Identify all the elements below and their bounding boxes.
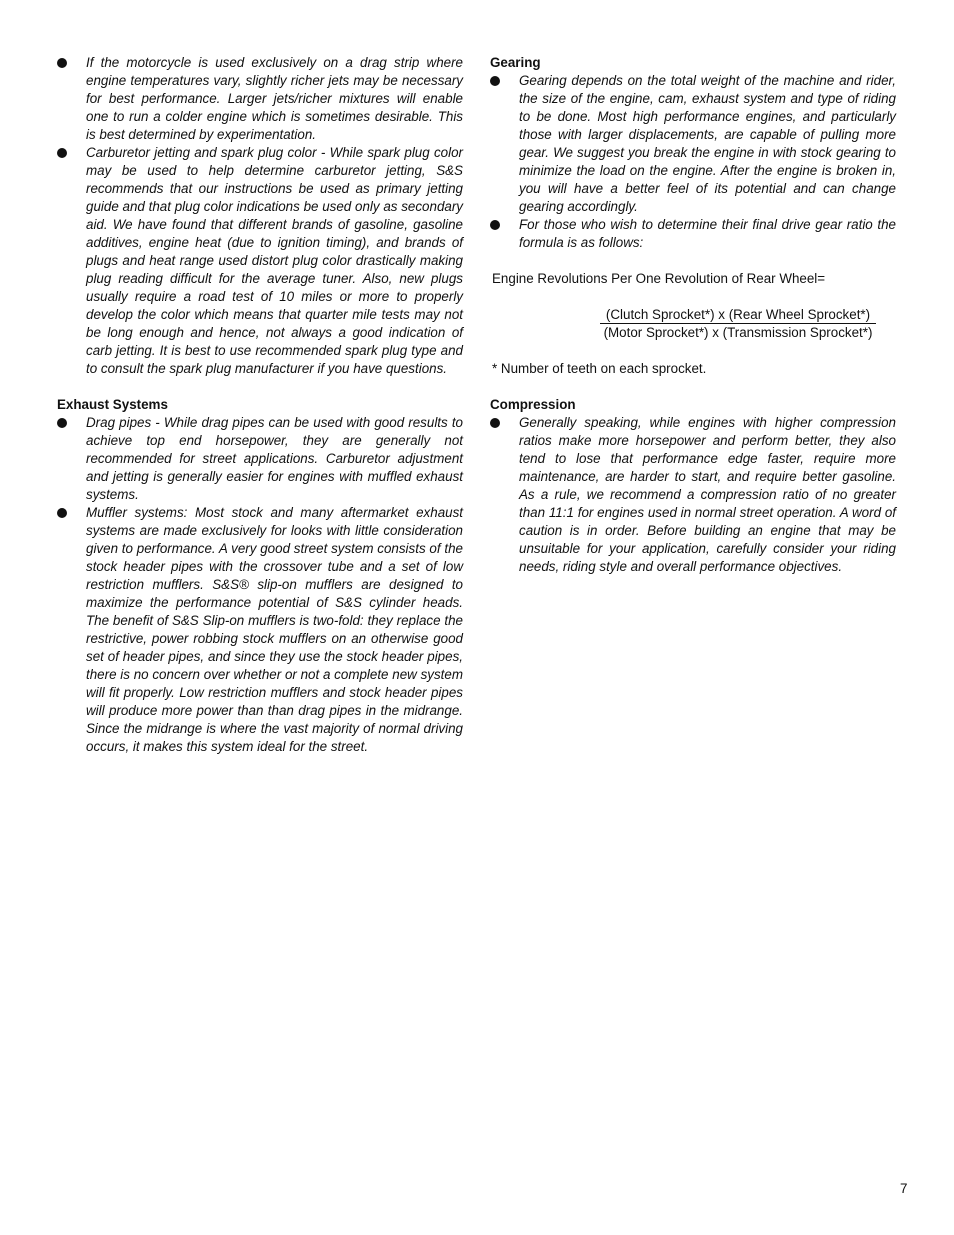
list-item bbox=[490, 216, 896, 252]
exhaust-systems-heading: Exhaust Systems bbox=[57, 397, 168, 412]
list-item bbox=[57, 144, 463, 378]
list-item bbox=[57, 504, 463, 756]
gear-ratio-formula bbox=[580, 306, 896, 342]
formula-fraction bbox=[600, 306, 877, 342]
right-column bbox=[490, 54, 896, 576]
page-number: 7 bbox=[900, 1181, 908, 1196]
list-item bbox=[490, 414, 896, 576]
bullet-icon bbox=[490, 418, 500, 428]
section-spacer bbox=[57, 378, 463, 396]
gearing-bullet-list bbox=[490, 72, 896, 252]
formula-numerator: (Clutch Sprocket*) x (Rear Wheel Sprocket*) bbox=[600, 306, 877, 324]
bullet-icon bbox=[490, 76, 500, 86]
bullet-text: For those who wish to determine their final drive gear ratio the formula is as follows: bbox=[519, 217, 896, 250]
bullet-icon bbox=[57, 508, 67, 518]
sprocket-footnote: * Number of teeth on each sprocket. bbox=[492, 361, 707, 376]
bullet-text: Generally speaking, while engines with higher compression ratios make more horsepower and perform better, they also tend to lose that performance edge faster, require more maintenance, are harder to start, and require better gasoline. As a rule, we recommend a compression ratio of no greater than 11:1 for engines used in normal street operation. A word of caution is in order. Before building an engine that may be unsuitable for your application, carefully consider your riding needs, riding style and overall performance objectives. bbox=[519, 415, 896, 574]
compression-bullet-list bbox=[490, 414, 896, 576]
formula-denominator: (Motor Sprocket*) x (Transmission Sprocket*) bbox=[603, 325, 873, 340]
list-item bbox=[490, 72, 896, 216]
list-item bbox=[57, 414, 463, 504]
section-spacer bbox=[490, 342, 896, 360]
list-item bbox=[57, 54, 463, 144]
bullet-text: Drag pipes - While drag pipes can be used with good results to achieve top end horsepower, they are generally not recommended for street applications. Carburetor adjustment and jetting is generally easier for engines with muffled exhaust systems. bbox=[86, 415, 463, 502]
left-column bbox=[57, 54, 463, 756]
section-spacer bbox=[490, 252, 896, 270]
bullet-icon bbox=[57, 148, 67, 158]
exhaust-bullet-list bbox=[57, 414, 463, 756]
bullet-text: Gearing depends on the total weight of the machine and rider, the size of the engine, cam, exhaust system and type of riding to be done. Most high performance engines, and particularly those with larger displacements, are capable of pulling more gear. We suggest you break the engine in with stock gearing to minimize the load on the engine. After the engine is broken in, you will have a better feel of its potential and can change gearing accordingly. bbox=[519, 73, 896, 214]
section-spacer bbox=[490, 288, 896, 306]
bullet-text: Carburetor jetting and spark plug color - While spark plug color may be used to help determine carburetor jetting, S&S recommends that our instructions be used as primary jetting guide and that plug color indications be used only as secondary aid. We have found that different brands of gasoline, gasoline additives, engine heat (due to ignition timing), and brands of plugs and heat range used distort plug color drastically making plug reading difficult for the average tuner. Also, new plugs usually require a road test of 10 miles or more to properly develop the color which means that quarter mile tests may not be long enough and hence, not always a good indication of carb jetting. It is best to use recommended spark plug type and to consult the spark plug manufacturer if you have questions. bbox=[86, 145, 463, 376]
carburetor-bullet-list bbox=[57, 54, 463, 378]
compression-heading: Compression bbox=[490, 397, 576, 412]
bullet-icon bbox=[490, 220, 500, 230]
bullet-text: Muffler systems: Most stock and many aftermarket exhaust systems are made exclusively for looks with little consideration given to performance. A very good street system consists of the stock header pipes with the crossover tube and a set of low restriction mufflers. S&S® slip-on mufflers are designed to maximize the performance potential of S&S cylinder heads. The benefit of S&S Slip-on mufflers is two-fold: they replace the restrictive, power robbing stock mufflers on an otherwise good set of header pipes, and since they use the stock header pipes, there is no concern over whether or not a complete new system will fit properly. Low restriction mufflers and stock header pipes will produce more power than than drag pipes in the midrange. Since the midrange is where the vast majority of normal driving occurs, it makes this system ideal for the street. bbox=[86, 505, 463, 754]
gearing-heading: Gearing bbox=[490, 55, 541, 70]
bullet-text: If the motorcycle is used exclusively on a drag strip where engine temperatures vary, slightly richer jets may be necessary for best performance. Larger jets/richer mixtures will enable one to run a colder engine which is sometimes desirable. This is best determined by experimentation. bbox=[86, 55, 463, 142]
bullet-icon bbox=[57, 418, 67, 428]
formula-intro: Engine Revolutions Per One Revolution of Rear Wheel= bbox=[492, 271, 826, 286]
section-spacer bbox=[490, 378, 896, 396]
bullet-icon bbox=[57, 58, 67, 68]
